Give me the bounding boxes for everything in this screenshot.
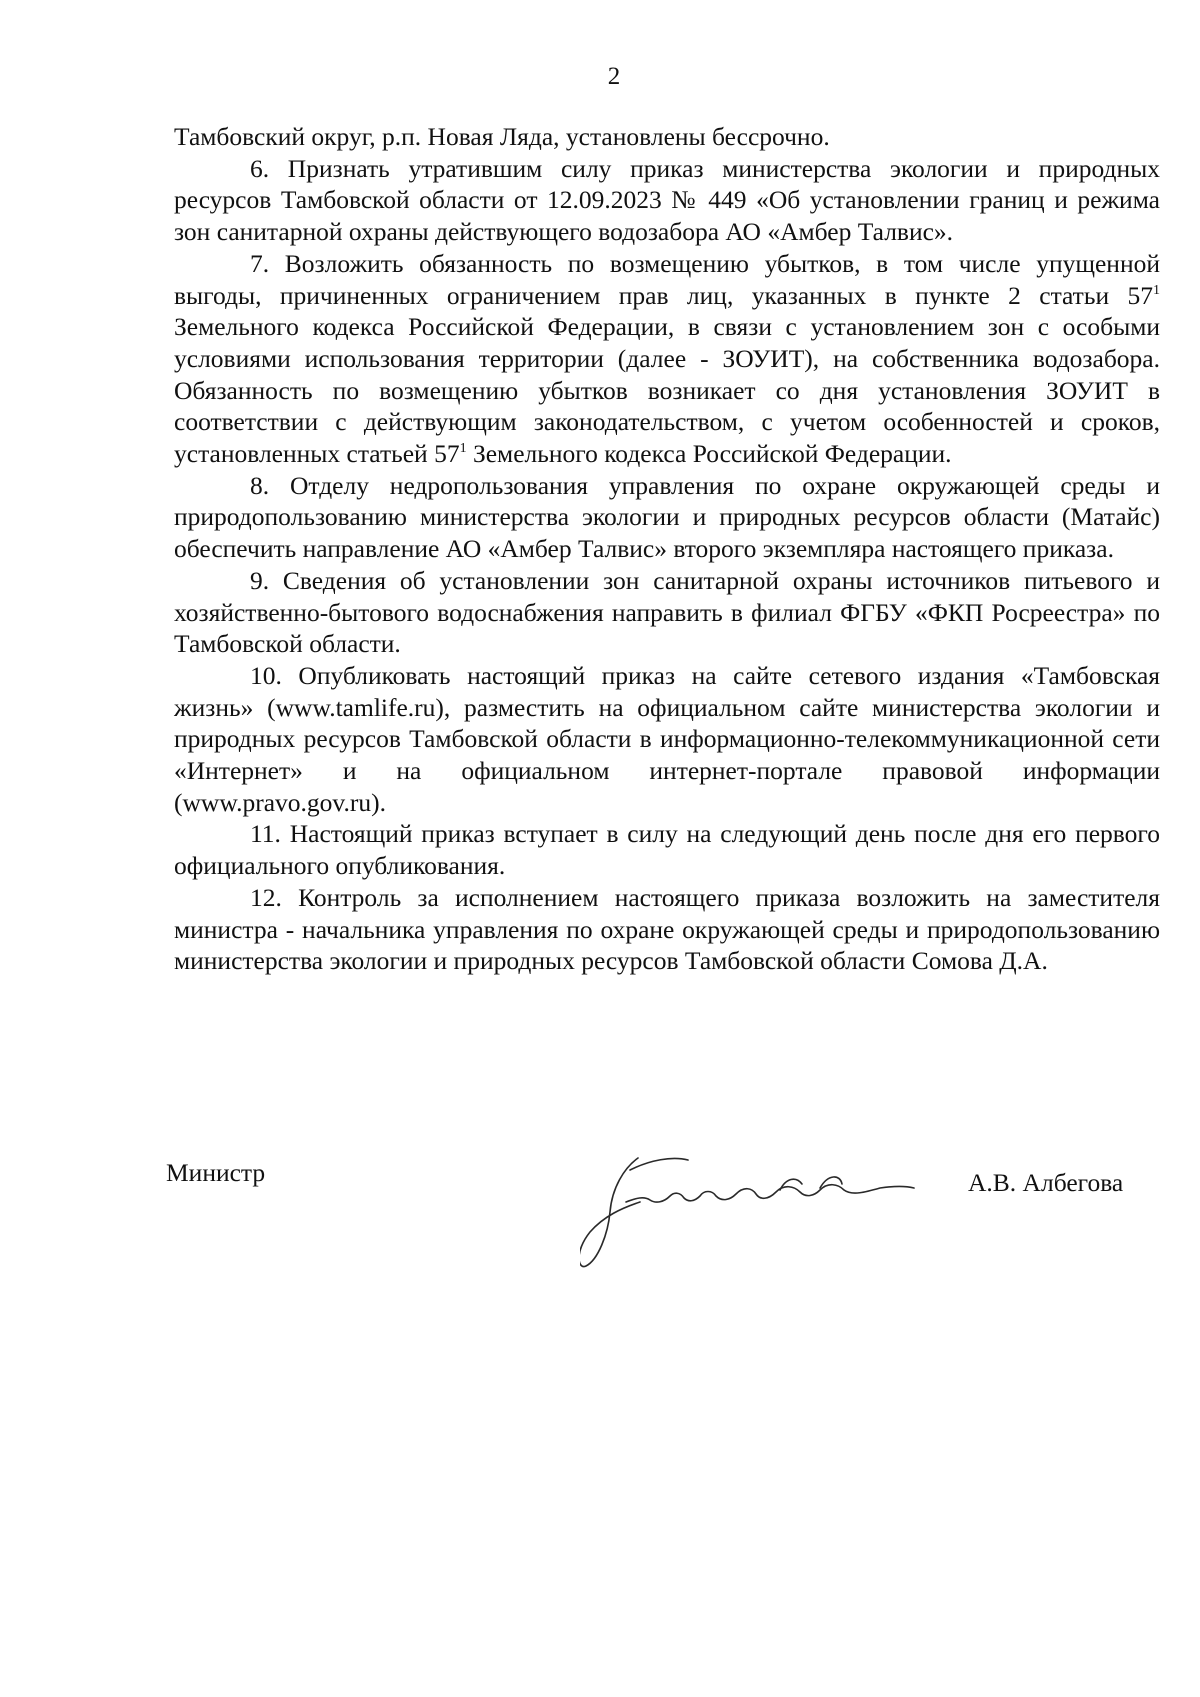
paragraph-item-8: 8. Отделу недропользования управления по охране окружающей среды и природопользованию министерства экологии и природных ресурсов области (Матайс) обеспечить направление АО «Амбер Талвис» второго экземпляра настоящего приказа. <box>174 470 1160 564</box>
paragraph-item-10: 10. Опубликовать настоящий приказ на сайте сетевого издания «Тамбовская жизнь» (www.tamlife.ru), разместить на официальном сайте министерства экологии и природных ресурсов Тамбовской области в информационно-телекоммуникационной сети «Интернет» и на официальном интернет-портале правовой информации (www.pravo.gov.ru). <box>174 660 1160 817</box>
paragraph-item-11: 11. Настоящий приказ вступает в силу на следующий день после дня его первого официального опубликования. <box>174 819 1160 881</box>
handwritten-signature <box>580 1130 920 1270</box>
signer-name: А.В. Албегова <box>968 1168 1124 1197</box>
paragraph-item-7 <box>174 248 1160 470</box>
superscript-2: 1 <box>459 441 467 457</box>
paragraph-item-7-part-3: Земельного кодекса Российской Федерации. <box>466 439 952 469</box>
order-body <box>174 121 1160 977</box>
paragraph-item-7-part-1: 7. Возложить обязанность по возмещению убытков, в том числе упущенной выгоды, причиненных ограничением прав лиц, указанных в пункте 2 статьи 57 <box>174 248 1160 310</box>
page-number: 2 <box>607 63 621 90</box>
paragraph-item-9: 9. Сведения об установлении зон санитарной охраны источников питьевого и хозяйственно-бытового водоснабжения направить в филиал ФГБУ «ФКП Росреестра» по Тамбовской области. <box>174 565 1160 659</box>
signer-position: Министр <box>166 1158 266 1187</box>
signature-block <box>0 1140 1200 1270</box>
paragraph-item-7-part-2: Земельного кодекса Российской Федерации, в связи с установлением зон с особыми условиями использования территории (далее - ЗОУИТ), на собственника водозабора. Обязанность по возмещению убытков возникает со дня установления ЗОУИТ в соответствии с действующим законодательством, с учетом особенностей и сроков, установленных статьей 57 <box>174 312 1160 469</box>
superscript-1: 1 <box>1153 282 1160 298</box>
paragraph-item-12: 12. Контроль за исполнением настоящего приказа возложить на заместителя министра - начальника управления по охране окружающей среды и природопользованию министерства экологии и природных ресурсов Тамбовской области Сомова Д.А. <box>174 882 1160 976</box>
paragraph-item-6: 6. Признать утратившим силу приказ министерства экологии и природных ресурсов Тамбовской области от 12.09.2023 № 449 «Об установлении границ и режима зон санитарной охраны действующего водозабора АО «Амбер Талвис». <box>174 153 1160 247</box>
paragraph-continuation: Тамбовский округ, р.п. Новая Ляда, установлены бессрочно. <box>174 122 830 151</box>
